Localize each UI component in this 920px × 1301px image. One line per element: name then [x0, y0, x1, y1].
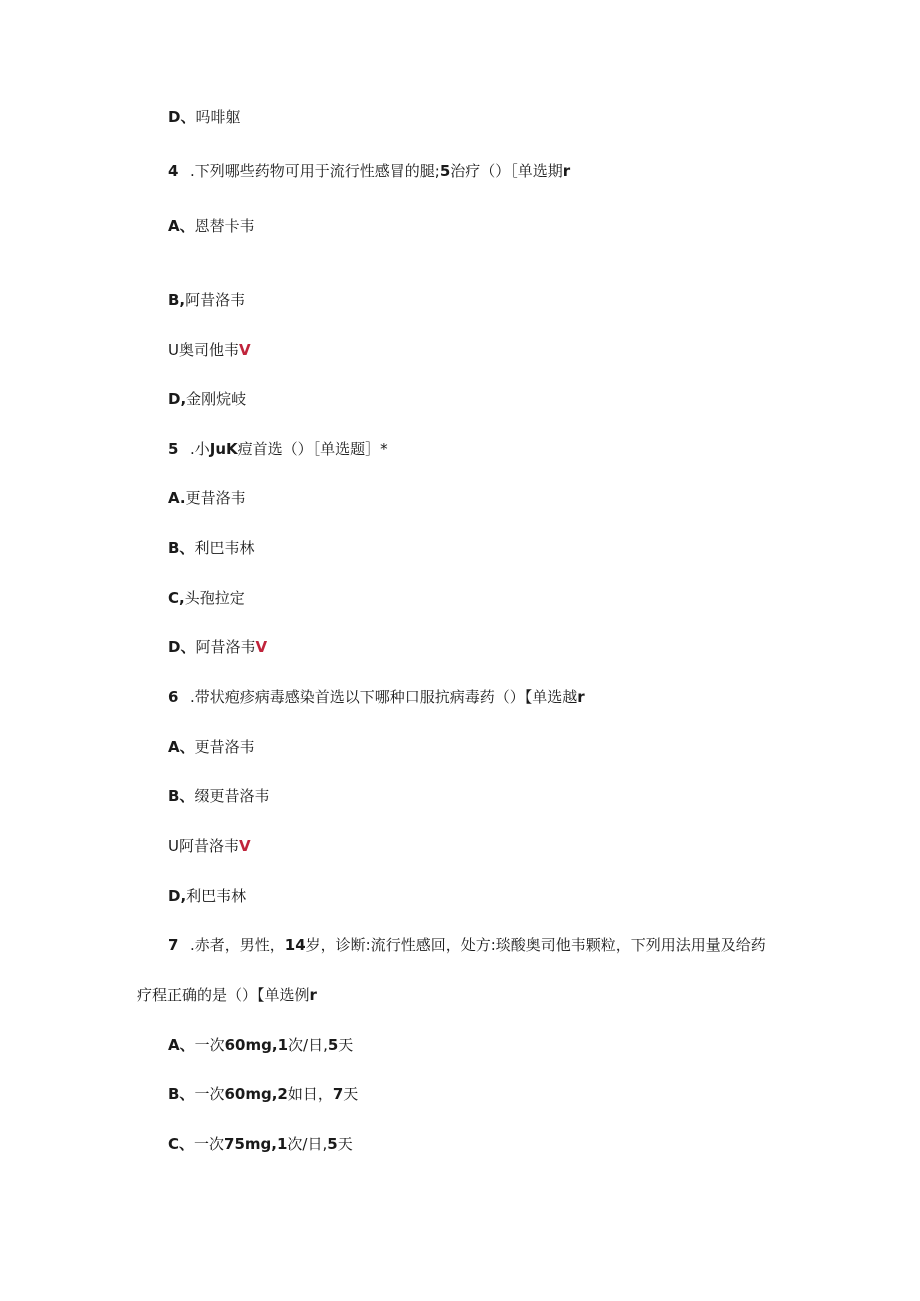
option-label: D, [168, 390, 187, 408]
q5-option-a [168, 488, 246, 508]
q4-option-b [168, 290, 245, 310]
question-text-bold: JuK [209, 440, 238, 458]
q7-option-c [168, 1134, 353, 1154]
option-text-3: 天 [338, 1036, 354, 1054]
q4-option-a [168, 216, 255, 236]
option-label: D、 [168, 638, 196, 656]
question-tail: r [577, 688, 585, 706]
option-text: 阿昔洛韦 [178, 837, 239, 855]
option-label: U [168, 341, 179, 359]
question-text-2: 治疗（）［单选期 [450, 162, 563, 180]
option-text-2: 如日， [287, 1085, 333, 1103]
option-text: 阿昔洛韦 [185, 291, 246, 309]
question-text: .下列哪些药物可用于流行性感冒的腿; [190, 162, 440, 180]
question-text-2: 痘首选（）［单选题］* [237, 440, 388, 458]
question-text: .小 [190, 440, 210, 458]
q4-option-c [168, 340, 251, 360]
q4-option-d [168, 389, 246, 409]
q4-stem [168, 161, 570, 181]
option-text: 头孢拉定 [184, 589, 245, 607]
question-tail: r [562, 162, 571, 180]
option-text: 缀更昔洛韦 [194, 787, 270, 805]
option-text: 一次 [194, 1036, 225, 1054]
option-text-2: 次/日, [288, 1036, 328, 1054]
option-text: 奥司他韦 [178, 341, 239, 359]
q7-stem [168, 935, 766, 955]
option-text: 一次 [194, 1085, 225, 1103]
option-label: D, [168, 887, 187, 905]
option-label: B、 [168, 539, 195, 557]
option-label: B、 [168, 787, 195, 805]
option-text: 更昔洛韦 [194, 738, 255, 756]
q6-option-b [168, 786, 269, 806]
q3-option-d [168, 107, 240, 127]
option-text: 阿昔洛韦 [195, 638, 256, 656]
q5-option-c [168, 588, 245, 608]
option-label: B、 [168, 1085, 195, 1103]
q5-option-b [168, 538, 254, 558]
option-label: A. [168, 489, 186, 507]
correct-answer-mark: V [255, 638, 268, 656]
option-label: D、 [168, 108, 196, 126]
option-text-3: 天 [337, 1135, 353, 1153]
option-text: 利巴韦林 [186, 887, 247, 905]
option-label: A、 [168, 738, 195, 756]
option-text-3: 天 [343, 1085, 359, 1103]
question-text-2: 岁，诊断:流行性感回，处方:琰酸奥司他韦颗粒，下列用法用量及给药 [305, 936, 766, 954]
option-text-bold: 75mg,1 [224, 1135, 288, 1153]
question-number: 4 [168, 162, 179, 180]
q5-option-d [168, 637, 267, 657]
option-text: 金刚烷岐 [186, 390, 247, 408]
q7-stem-continued [137, 985, 317, 1005]
question-text-bold: 14 [284, 936, 306, 954]
q6-option-a [168, 737, 255, 757]
q7-option-b [168, 1084, 358, 1104]
option-text: 一次 [194, 1135, 225, 1153]
option-text-bold-2: 5 [327, 1135, 338, 1153]
option-text-bold: 60mg,1 [224, 1036, 289, 1054]
question-number: 7 [168, 936, 179, 954]
question-text: .赤者，男性， [190, 936, 285, 954]
q5-stem [168, 439, 388, 459]
option-text: 利巴韦林 [194, 539, 255, 557]
option-label: U [168, 837, 179, 855]
option-text-bold-2: 5 [327, 1036, 339, 1054]
option-label: A、 [168, 217, 195, 235]
option-text: 恩替卡韦 [194, 217, 255, 235]
option-text-bold: 60mg,2 [224, 1085, 288, 1103]
correct-answer-mark: V [239, 341, 251, 359]
option-text: 更昔洛韦 [185, 489, 246, 507]
q6-stem [168, 687, 585, 707]
question-number: 6 [168, 688, 179, 706]
question-tail: r [309, 986, 317, 1004]
option-label: C、 [168, 1135, 195, 1153]
option-text: 吗啡躯 [195, 108, 241, 126]
question-number: 5 [168, 440, 179, 458]
question-text: .带状疱疹病毒感染首选以下哪种口服抗病毒药（）【单选越 [190, 688, 578, 706]
question-text: 疗程正确的是（）【单选例 [137, 986, 310, 1004]
option-label: A、 [168, 1036, 195, 1054]
option-label: B, [168, 291, 186, 309]
option-text-bold-2: 7 [332, 1085, 344, 1103]
q6-option-c [168, 836, 251, 856]
q6-option-d [168, 886, 246, 906]
option-label: C, [168, 589, 185, 607]
q7-option-a [168, 1035, 353, 1055]
option-text-2: 次/日, [287, 1135, 328, 1153]
correct-answer-mark: V [239, 837, 251, 855]
question-text-bold: 5 [439, 162, 451, 180]
